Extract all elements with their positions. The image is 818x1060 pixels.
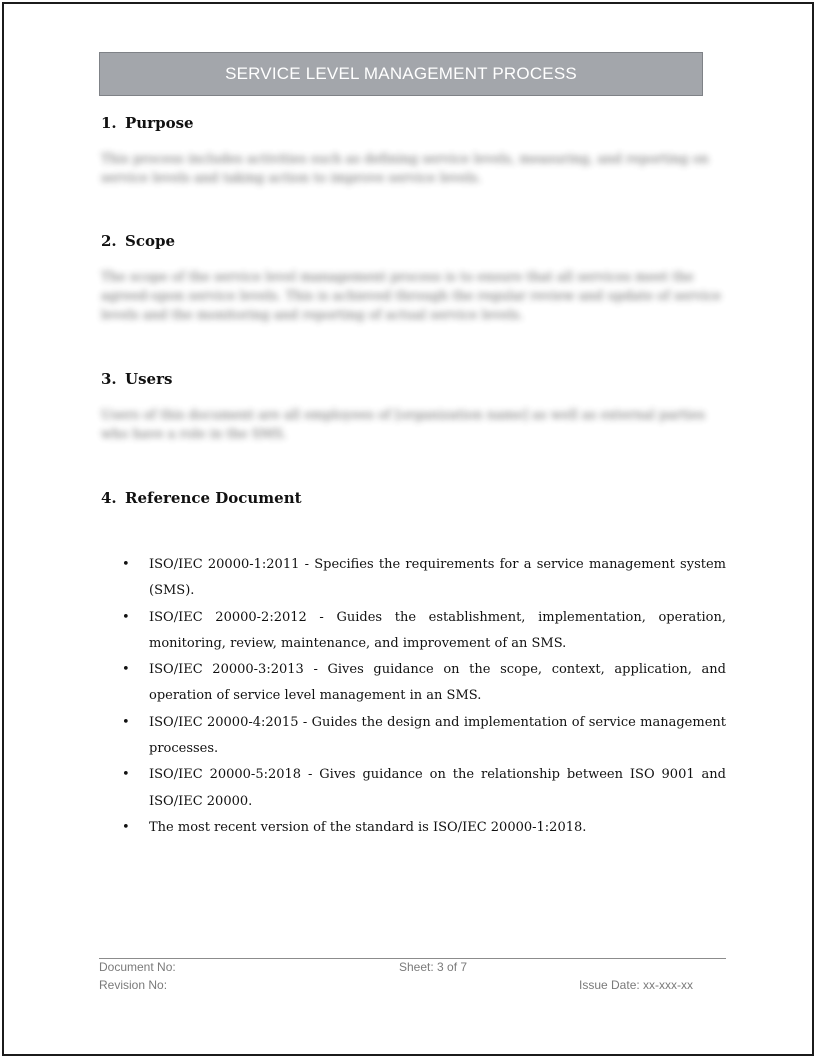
- section-body-scope: The scope of the service level management process is to ensure that all services meet the agreed-upon service levels. This is achieved through the regular review and update of service levels and the monitoring and reporting of actual service levels.: [101, 270, 721, 323]
- section-heading-reference-document: [101, 489, 302, 507]
- bullet-icon: •: [122, 714, 130, 730]
- list-item: [122, 605, 726, 658]
- section-heading-purpose: [101, 114, 194, 132]
- section-number: 1.: [101, 114, 117, 132]
- document-title: SERVICE LEVEL MANAGEMENT PROCESS: [225, 64, 577, 83]
- list-item-text: ISO/IEC 20000-5:2018 - Gives guidance on the relationship between ISO 9001 and ISO/IEC 20000.: [149, 767, 726, 809]
- bullet-icon: •: [122, 819, 130, 835]
- list-item: [122, 552, 726, 605]
- document-page: [2, 2, 814, 1056]
- section-body-purpose: This process includes activities such as defining service levels, measuring, and reporting on service levels and taking action to improve service levels.: [101, 152, 709, 186]
- reference-list: [122, 552, 726, 841]
- section-heading-users: [101, 370, 172, 388]
- list-item: [122, 762, 726, 815]
- list-item: [122, 657, 726, 710]
- bullet-icon: •: [122, 662, 130, 678]
- document-title-bar: [99, 52, 703, 96]
- list-item: [122, 815, 726, 841]
- list-item-text: ISO/IEC 20000-3:2013 - Gives guidance on the scope, context, application, and operation of service level management in an SMS.: [149, 662, 726, 704]
- list-item-text: The most recent version of the standard is ISO/IEC 20000-1:2018.: [149, 819, 587, 835]
- footer-revision-no: Revision No:: [99, 978, 168, 992]
- bullet-icon: •: [122, 557, 130, 572]
- section-title: Purpose: [125, 114, 194, 132]
- list-item-text: ISO/IEC 20000-4:2015 - Guides the design and implementation of service management processes.: [149, 714, 726, 757]
- footer-sheet: Sheet: 3 of 7: [399, 960, 468, 974]
- list-item: [122, 710, 726, 763]
- section-heading-scope: [101, 232, 175, 250]
- bullet-icon: •: [122, 767, 130, 783]
- section-title: Scope: [125, 232, 176, 250]
- footer-document-no: Document No:: [99, 960, 176, 974]
- section-title: Reference Document: [125, 489, 302, 507]
- bullet-icon: •: [122, 609, 130, 625]
- section-number: 2.: [101, 232, 117, 250]
- footer-issue-date: Issue Date: xx-xxx-xx: [579, 978, 694, 992]
- section-number: 3.: [101, 370, 117, 388]
- list-item-text: ISO/IEC 20000-2:2012 - Guides the establishment, implementation, operation, monitoring, review, maintenance, and improvement of an SMS.: [149, 609, 726, 651]
- section-title: Users: [125, 370, 173, 388]
- list-item-text: ISO/IEC 20000-1:2011 - Specifies the requirements for a service management system (SMS).: [149, 557, 726, 599]
- footer-divider: [99, 958, 726, 959]
- section-body-users: Users of this document are all employees of [organization name] as well as external parties who have a role in the SMS.: [101, 408, 706, 442]
- section-number: 4.: [101, 489, 117, 507]
